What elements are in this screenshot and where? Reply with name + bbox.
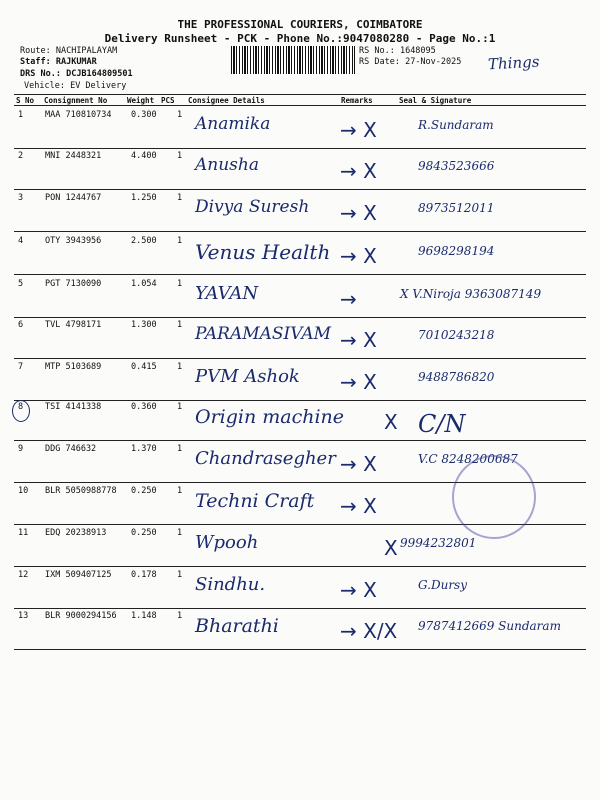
row-consignee-handwriting: Origin machine [195, 406, 345, 428]
table-row [0, 277, 600, 317]
row-sno: 9 [18, 444, 24, 454]
row-sno: 2 [18, 151, 24, 161]
row-signature-handwriting: 9787412669 Sundaram [418, 619, 561, 633]
rs-date-line [359, 57, 461, 67]
table-row [0, 234, 600, 274]
row-remarks-mark: → X [340, 452, 377, 476]
table-row [0, 360, 600, 400]
row-pcs: 1 [177, 402, 183, 412]
row-signature-handwriting: X V.Niroja 9363087149 [400, 287, 542, 301]
table-row [0, 400, 600, 440]
row-signature-handwriting: 7010243218 [418, 328, 495, 342]
row-consignee-handwriting: Anusha [195, 155, 259, 175]
row-weight: 0.250 [131, 528, 157, 538]
row-weight: 2.500 [131, 236, 157, 246]
runsheet-subtitle: Delivery Runsheet - PCK - Phone No.:9047080280 - Page No.:1 [104, 32, 496, 45]
row-signature-handwriting: C/N [418, 410, 466, 438]
row-remarks-mark: → X [340, 118, 377, 142]
row-signature-handwriting: 8973512011 [418, 201, 495, 215]
vehicle-line [24, 81, 126, 91]
row-sno: 3 [18, 193, 24, 203]
row-consignment-no: MTP 5103689 [45, 362, 102, 372]
route-line [20, 46, 117, 56]
col-consignee: Consignee Details [188, 96, 265, 105]
table-row [0, 149, 600, 189]
row-consignment-no: PGT 7130090 [45, 279, 102, 289]
row-divider [14, 440, 586, 441]
row-consignee-handwriting: Chandrasegher [195, 448, 336, 469]
row-sno: 4 [18, 236, 24, 246]
row-divider [14, 358, 586, 359]
row-sno: 1 [18, 110, 24, 120]
row-signature-handwriting: 9488786820 [418, 370, 495, 384]
row-signature-handwriting: V.C 8248200687 [418, 452, 518, 466]
rs-no-line [359, 46, 436, 56]
company-title: THE PROFESSIONAL COURIERS, COIMBATORE [177, 18, 423, 31]
row-consignment-no: OTY 3943956 [45, 236, 102, 246]
row-consignment-no: MNI 2448321 [45, 151, 102, 161]
row-pcs: 1 [177, 570, 183, 580]
row-consignment-no: TVL 4798171 [45, 320, 102, 330]
rs-date-label: RS Date: [359, 57, 400, 67]
row-weight: 1.148 [131, 611, 157, 621]
row-consignment-no: MAA 710810734 [45, 110, 112, 120]
staff-value: RAJKUMAR [55, 57, 97, 67]
row-divider [14, 566, 586, 567]
row-pcs: 1 [177, 110, 183, 120]
row-remarks-mark: → X/X [340, 619, 398, 643]
row-divider [14, 274, 586, 275]
col-weight: Weight [127, 96, 155, 105]
rs-no-label: RS No.: [359, 46, 395, 56]
table-row [0, 191, 600, 231]
vehicle-label: Vehicle: [24, 81, 65, 91]
row-signature-handwriting: 9843523666 [418, 159, 495, 173]
row-consignee-handwriting: PARAMASIVAM [195, 324, 332, 344]
courier-seal-stamp [452, 455, 536, 539]
row-remarks-mark: X [384, 536, 398, 560]
table-row [0, 568, 600, 608]
row-remarks-mark: X [384, 410, 398, 434]
row-weight: 1.370 [131, 444, 157, 454]
row-sno: 5 [18, 279, 24, 289]
row-consignment-no: BLR 9000294156 [45, 611, 117, 621]
row-weight: 1.300 [131, 320, 157, 330]
row-pcs: 1 [177, 611, 183, 621]
rs-no-value: 1648095 [399, 46, 436, 56]
row-remarks-mark: → X [340, 201, 377, 225]
drs-line [20, 69, 133, 79]
barcode [231, 46, 355, 74]
route-label: Route: [20, 46, 51, 56]
row-weight: 1.054 [131, 279, 157, 289]
table-row [0, 108, 600, 148]
row-pcs: 1 [177, 362, 183, 372]
row-remarks-mark: → X [340, 159, 377, 183]
row-consignee-handwriting: Techni Craft [195, 490, 315, 512]
row-sno: 12 [18, 570, 29, 580]
vehicle-value: EV Delivery [70, 81, 127, 91]
table-row [0, 609, 600, 649]
handwritten-things-note: Things [487, 52, 540, 74]
row-pcs: 1 [177, 486, 183, 496]
row-sno: 11 [18, 528, 29, 538]
row-sno: 8 [18, 402, 24, 412]
row-weight: 1.250 [131, 193, 157, 203]
row-8-circle-mark [12, 400, 30, 422]
col-consignment: Consignment No [44, 96, 108, 105]
route-value: NACHIPALAYAM [55, 46, 118, 56]
rs-date-value: 27-Nov-2025 [405, 57, 462, 67]
row-weight: 4.400 [131, 151, 157, 161]
col-remarks: Remarks [341, 96, 373, 105]
header-top-rule [14, 94, 586, 95]
row-consignee-handwriting: Sindhu. [195, 574, 266, 595]
row-pcs: 1 [177, 528, 183, 538]
row-pcs: 1 [177, 236, 183, 246]
row-consignment-no: DDG 746632 [45, 444, 97, 454]
row-divider [14, 649, 586, 650]
row-consignee-handwriting: YAVAN [195, 283, 259, 304]
header-bottom-rule [14, 105, 586, 106]
row-divider [14, 231, 586, 232]
row-sno: 6 [18, 320, 24, 330]
row-weight: 0.178 [131, 570, 157, 580]
row-remarks-mark: → X [340, 370, 377, 394]
row-sno: 10 [18, 486, 29, 496]
row-consignee-handwriting: Venus Health [195, 240, 331, 264]
row-remarks-mark: → X [340, 244, 377, 268]
row-weight: 0.250 [131, 486, 157, 496]
row-consignee-handwriting: PVM Ashok [195, 366, 300, 387]
row-divider [14, 189, 586, 190]
row-remarks-mark: → X [340, 328, 377, 352]
staff-line [20, 57, 97, 67]
row-signature-handwriting: 9994232801 [400, 536, 477, 550]
row-consignee-handwriting: Bharathi [195, 615, 279, 637]
row-sno: 13 [18, 611, 29, 621]
row-pcs: 1 [177, 193, 183, 203]
row-pcs: 1 [177, 444, 183, 454]
table-row [0, 318, 600, 358]
row-signature-handwriting: 9698298194 [418, 244, 495, 258]
row-remarks-mark: → X [340, 578, 377, 602]
row-pcs: 1 [177, 151, 183, 161]
row-consignee-handwriting: Anamika [195, 114, 271, 134]
row-weight: 0.300 [131, 110, 157, 120]
drs-label: DRS No.: [20, 69, 61, 79]
staff-label: Staff: [20, 57, 51, 67]
row-remarks-mark: → [340, 287, 357, 311]
row-pcs: 1 [177, 320, 183, 330]
row-weight: 0.360 [131, 402, 157, 412]
row-consignment-no: TSI 4141338 [45, 402, 102, 412]
row-pcs: 1 [177, 279, 183, 289]
row-consignment-no: PON 1244767 [45, 193, 102, 203]
row-consignment-no: BLR 5050988778 [45, 486, 117, 496]
row-consignment-no: EDQ 20238913 [45, 528, 107, 538]
row-remarks-mark: → X [340, 494, 377, 518]
row-signature-handwriting: G.Dursy [418, 578, 467, 592]
row-sno: 7 [18, 362, 24, 372]
col-sno: S No [16, 96, 35, 105]
col-seal: Seal & Signature [399, 96, 472, 105]
row-consignee-handwriting: Divya Suresh [195, 197, 310, 217]
col-pcs: PCS [161, 96, 175, 105]
row-weight: 0.415 [131, 362, 157, 372]
drs-value: DCJB164809501 [66, 69, 133, 79]
row-consignment-no: IXM 509407125 [45, 570, 112, 580]
row-signature-handwriting: R.Sundaram [418, 118, 494, 132]
row-consignee-handwriting: Wpooh [195, 532, 259, 553]
